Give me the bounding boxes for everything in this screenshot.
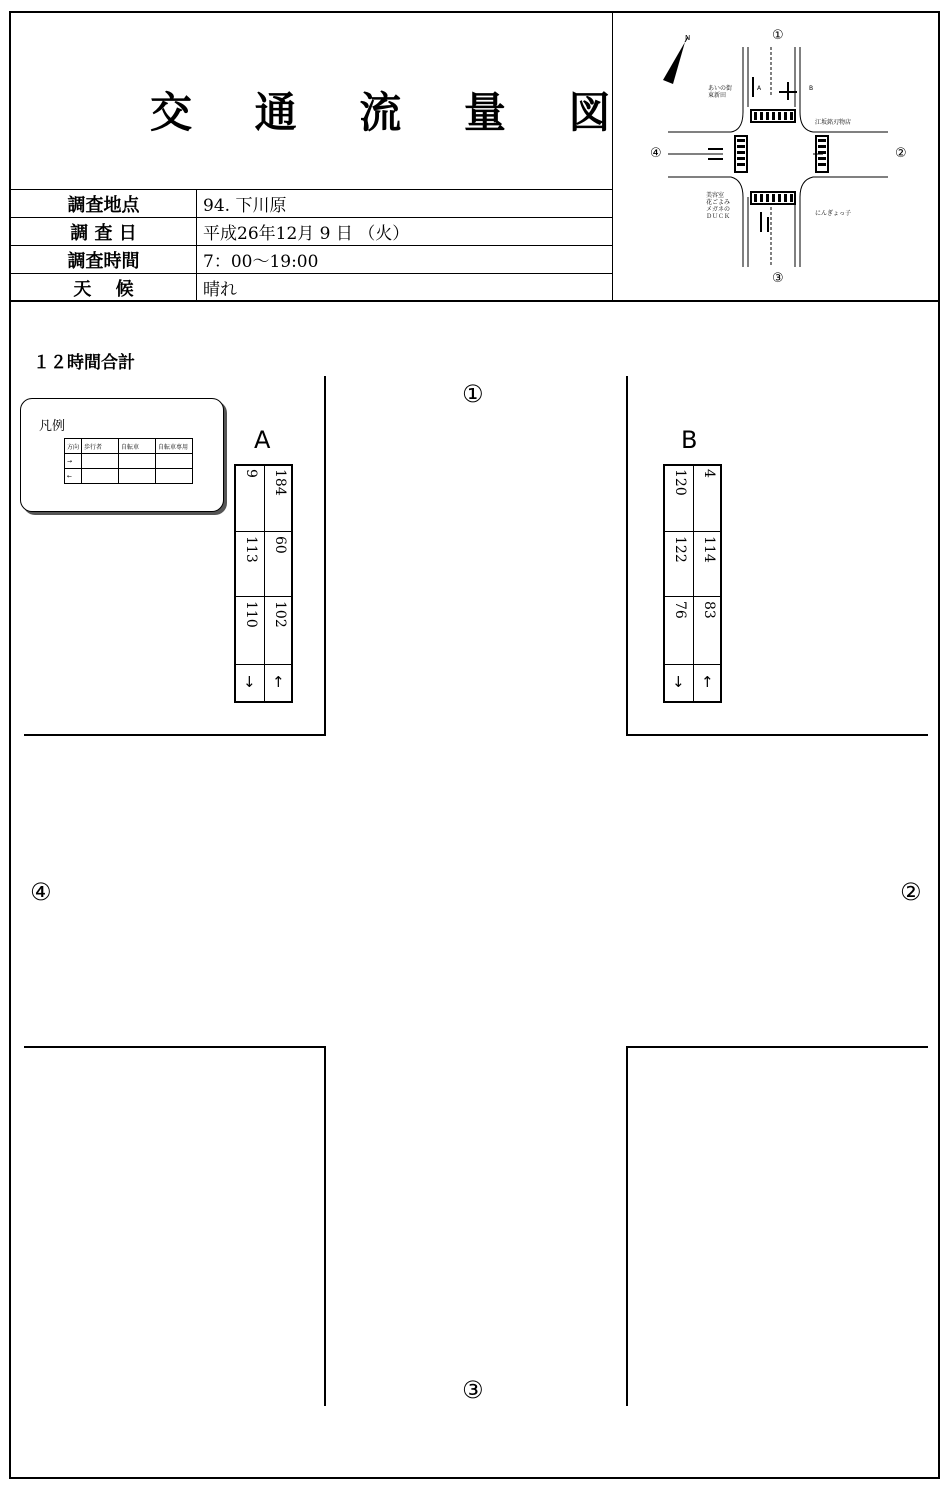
legend-header: 自転車	[119, 439, 156, 454]
point-b-down-2: 122	[672, 536, 688, 563]
svg-text:B: B	[809, 85, 814, 92]
point-b-label: B	[681, 426, 698, 454]
road-edge-nw-horizontal	[24, 734, 326, 736]
point-a-count-box	[234, 464, 293, 703]
direction-east: ②	[900, 878, 922, 906]
landmark-nw: あいの街 東新田	[708, 85, 733, 99]
map-direction-1: ①	[772, 28, 784, 43]
map-direction-4: ④	[650, 146, 662, 161]
road-edge-se-vertical	[626, 1046, 628, 1406]
info-row-location	[11, 190, 612, 218]
legend-row-left: ←	[65, 469, 82, 484]
page-title: 交 通 流 量 図	[150, 88, 635, 137]
intersection-map	[613, 12, 938, 299]
road-edge-se-horizontal	[626, 1046, 928, 1048]
info-value: 平成26年12月 9 日 （火）	[197, 218, 613, 246]
point-a-down-2: 113	[243, 536, 259, 563]
info-label: 調 査 日	[11, 218, 197, 246]
legend-header: 方向	[65, 439, 82, 454]
point-b-up-arrow-icon: ↑	[701, 673, 714, 691]
road-edge-ne-vertical	[626, 376, 628, 736]
direction-west: ④	[30, 878, 52, 906]
landmark-sw: 美容室 花ごよみ メガネの ＤＵＣＫ	[706, 192, 731, 220]
point-a-up-2: 60	[272, 536, 288, 554]
point-a-up-3: 102	[272, 601, 288, 628]
legend-table	[64, 438, 193, 484]
info-row-weather	[11, 274, 612, 302]
info-row-date	[11, 218, 612, 246]
map-direction-3: ③	[772, 271, 784, 286]
point-a-label: A	[254, 426, 271, 454]
direction-north: ①	[462, 380, 484, 408]
landmark-se: にんぎょっ子	[815, 210, 852, 217]
road-edge-sw-vertical	[324, 1046, 326, 1406]
info-label: 調査地点	[11, 190, 197, 218]
point-b-up-1: 4	[701, 469, 717, 478]
point-b-down-arrow-icon: ↓	[672, 673, 685, 691]
legend-title: 凡例	[39, 419, 66, 434]
section-title: １２時間合計	[33, 353, 135, 373]
info-label: 調査時間	[11, 246, 197, 274]
legend-row-right: →	[65, 454, 82, 469]
direction-south: ③	[462, 1376, 484, 1404]
info-value: 94. 下川原	[197, 190, 613, 218]
legend-box	[20, 398, 224, 512]
compass-icon	[663, 34, 690, 84]
point-a-down-1: 9	[243, 469, 259, 478]
road-edge-ne-horizontal	[626, 734, 928, 736]
info-value: 7：00～19:00	[197, 246, 613, 274]
point-a-down-arrow-icon: ↓	[243, 673, 256, 691]
svg-text:N: N	[685, 34, 691, 42]
map-direction-2: ②	[895, 146, 907, 161]
point-b-up-3: 83	[701, 601, 717, 619]
survey-info-table	[11, 189, 612, 301]
legend-header: 自転車専用	[156, 439, 193, 454]
road-edge-sw-horizontal	[24, 1046, 326, 1048]
point-a-up-arrow-icon: ↑	[272, 673, 285, 691]
landmark-ne: 江坂銘刃物店	[815, 119, 852, 126]
info-label: 天 候	[11, 274, 197, 302]
info-value: 晴れ	[197, 274, 613, 302]
point-a-up-1: 184	[272, 469, 288, 496]
legend-header: 歩行者	[82, 439, 119, 454]
point-a-down-3: 110	[243, 601, 259, 628]
point-b-down-3: 76	[672, 601, 688, 619]
road-edge-nw-vertical	[324, 376, 326, 736]
point-b-up-2: 114	[701, 536, 717, 563]
point-b-count-box	[663, 464, 722, 703]
info-row-time	[11, 246, 612, 274]
svg-text:A: A	[757, 85, 762, 92]
point-b-down-1: 120	[672, 469, 688, 496]
